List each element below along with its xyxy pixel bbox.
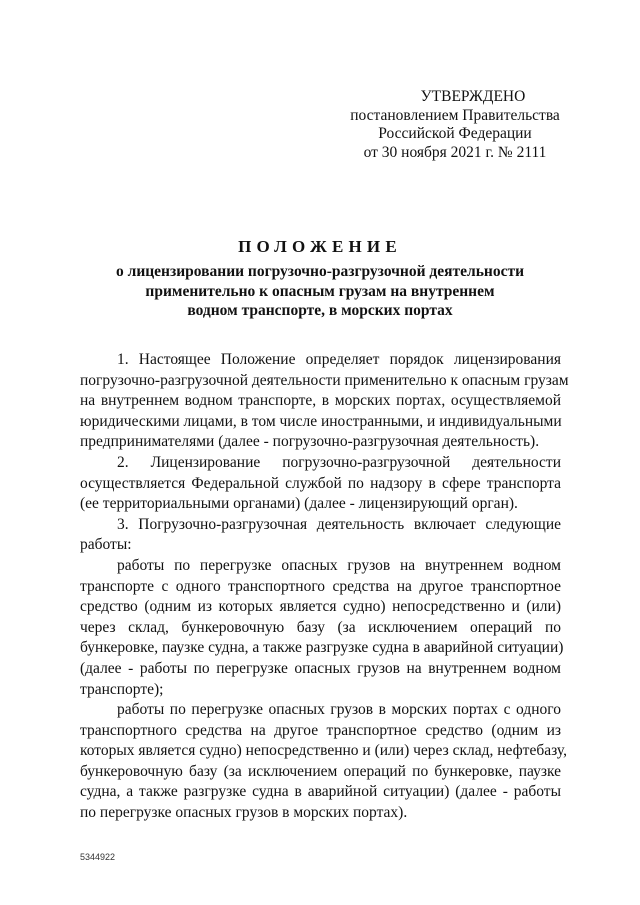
subtitle-line-3: водном транспорте, в морских портах <box>187 302 453 319</box>
paragraph-line: судна, а также разгрузке судна в аварийной ситуации) (далее - работы <box>80 783 561 801</box>
paragraph-line: средство (одним из которых является судно) непосредственно и (или) <box>80 598 561 616</box>
paragraph-line: на внутреннем водном транспорте, в морских портах, осуществляемой <box>80 392 561 410</box>
paragraph <box>80 515 561 556</box>
paragraph-line: транспорте с одного транспортного средства на другое транспортное <box>80 577 561 595</box>
paragraph-line: которых является судно) непосредственно и (или) через склад, нефтебазу, <box>80 742 567 760</box>
paragraph-line: 1. Настоящее Положение определяет порядок лицензирования <box>117 351 561 368</box>
paragraph-line: транспорте); <box>80 680 164 698</box>
paragraph <box>80 556 564 700</box>
paragraph-line: 3. Погрузочно-разгрузочная деятельность включает следующие <box>117 515 561 533</box>
paragraph <box>80 453 561 515</box>
approval-line-3: от 30 ноября 2021 г. № 2111 <box>363 143 547 161</box>
paragraph <box>80 350 569 453</box>
document-subtitle <box>80 262 560 321</box>
subtitle-line-1: о лицензировании погрузочно-разгрузочной деятельности <box>116 263 524 280</box>
paragraph-line: юридическими лицами, в том числе иностранными, и индивидуальными <box>80 412 562 430</box>
document-title: ПОЛОЖЕНИЕ <box>238 237 402 256</box>
paragraph-line: осуществляется Федеральной службой по надзору в сфере транспорта <box>80 474 561 492</box>
paragraph-line: (далее - работы по перегрузке опасных грузов на внутреннем водном <box>80 659 561 677</box>
subtitle-line-2: применительно к опасным грузам на внутреннем <box>145 282 495 300</box>
approval-title: УТВЕРЖДЕНО <box>420 88 526 105</box>
document-stamp-number: 5344922 <box>80 852 116 862</box>
paragraph-line: (ее территориальными органами) (далее - лицензирующий орган). <box>80 495 518 513</box>
paragraph-line: работы: <box>80 536 132 554</box>
paragraph-line: по перегрузке опасных грузов в морских портах). <box>80 804 408 822</box>
paragraph-line: работы по перегрузке опасных грузов на внутреннем водном <box>117 556 561 574</box>
paragraph-line: бункеровке, паузке судна, а также разгрузке судна в аварийной ситуации) <box>80 639 564 657</box>
paragraph-line: 2. Лицензирование погрузочно-разгрузочной деятельности <box>117 453 561 471</box>
approval-line-1: постановлением Правительства <box>350 106 560 124</box>
approval-line-2: Российской Федерации <box>378 125 532 142</box>
paragraph-line: погрузочно-разгрузочной деятельности применительно к опасным грузам <box>80 371 569 389</box>
paragraph-line: работы по перегрузке опасных грузов в морских портах с одного <box>117 701 561 719</box>
paragraph-line: бункеровочную базу (за исключением операций по бункеровке, паузке <box>80 762 561 780</box>
paragraph-line: через склад, бункеровочную базу (за исключением операций по <box>80 618 561 636</box>
document-body <box>80 350 569 824</box>
paragraph-line: транспортного средства на другое транспортное средство (одним из <box>80 721 561 739</box>
approval-block <box>340 88 570 162</box>
paragraph-line: предпринимателями (далее - погрузочно-разгрузочная деятельность). <box>80 433 540 451</box>
paragraph <box>80 700 567 824</box>
